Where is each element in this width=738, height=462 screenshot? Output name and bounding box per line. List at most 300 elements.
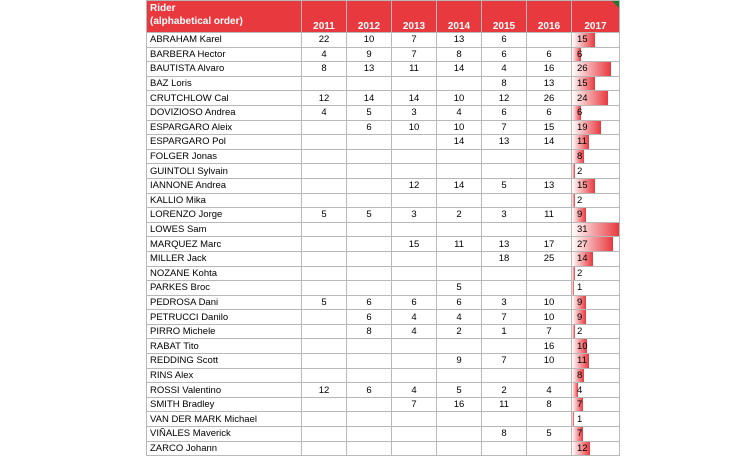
table-row — [147, 222, 620, 237]
year-value-cell[interactable] — [302, 251, 347, 266]
year-value-cell[interactable] — [392, 339, 437, 354]
year-value-cell[interactable]: 7 — [482, 310, 527, 325]
table-row — [147, 120, 620, 135]
rider-name-cell[interactable]: PEDROSA Dani — [147, 295, 302, 310]
year-value-cell[interactable] — [347, 368, 392, 383]
rider-name-cell[interactable]: CRUTCHLOW Cal — [147, 91, 302, 106]
rider-name-cell[interactable]: VAN DER MARK Michael — [147, 412, 302, 427]
rider-name-cell[interactable]: PIRRO Michele — [147, 324, 302, 339]
year-value-cell[interactable] — [482, 339, 527, 354]
table-row — [147, 208, 620, 223]
table-row — [147, 164, 620, 179]
year-value-cell[interactable] — [302, 354, 347, 369]
rider-name-cell[interactable]: ZARCO Johann — [147, 441, 302, 456]
data-bar — [572, 281, 574, 295]
data-bar-value: 2 — [577, 326, 583, 338]
data-bar-cell-2017[interactable] — [572, 208, 620, 223]
year-value-cell[interactable]: 7 — [392, 33, 437, 48]
year-value-cell[interactable] — [302, 222, 347, 237]
year-value-cell[interactable]: 5 — [347, 105, 392, 120]
year-value-cell[interactable] — [527, 441, 572, 456]
year-value-cell[interactable]: 5 — [347, 208, 392, 223]
data-bar-cell-2017[interactable] — [572, 62, 620, 77]
year-value-cell[interactable] — [347, 222, 392, 237]
year-value-cell[interactable] — [302, 149, 347, 164]
data-bar-cell-2017[interactable] — [572, 412, 620, 427]
year-value-cell[interactable] — [347, 178, 392, 193]
rider-name-cell[interactable]: BAZ Loris — [147, 76, 302, 91]
data-bar-value: 10 — [577, 340, 588, 352]
data-bar-value: 1 — [577, 282, 583, 294]
year-value-cell[interactable]: 8 — [482, 76, 527, 91]
year-value-cell[interactable] — [302, 427, 347, 442]
table-row — [147, 135, 620, 150]
year-value-cell[interactable] — [392, 427, 437, 442]
year-value-cell[interactable]: 12 — [302, 383, 347, 398]
year-value-cell[interactable]: 14 — [437, 178, 482, 193]
year-value-cell[interactable] — [437, 441, 482, 456]
table-row — [147, 397, 620, 412]
year-value-cell[interactable] — [392, 193, 437, 208]
year-value-cell[interactable] — [392, 149, 437, 164]
data-bar-value: 31 — [577, 224, 588, 236]
data-bar-cell-2017[interactable] — [572, 164, 620, 179]
rider-name-cell[interactable]: ESPARGARO Aleix — [147, 120, 302, 135]
table-row — [147, 368, 620, 383]
data-bar-cell-2017[interactable] — [572, 135, 620, 150]
table-row — [147, 441, 620, 456]
year-value-cell[interactable] — [482, 222, 527, 237]
year-value-cell[interactable] — [437, 266, 482, 281]
year-value-cell[interactable]: 7 — [482, 354, 527, 369]
year-value-cell[interactable] — [347, 354, 392, 369]
year-value-cell[interactable]: 4 — [302, 105, 347, 120]
year-value-cell[interactable]: 5 — [302, 208, 347, 223]
year-value-cell[interactable] — [302, 164, 347, 179]
rider-name-cell[interactable]: BAUTISTA Alvaro — [147, 62, 302, 77]
year-header-2016[interactable]: 2016 — [527, 1, 572, 33]
data-bar-value: 1 — [577, 413, 583, 425]
table-row — [147, 251, 620, 266]
year-value-cell[interactable]: 5 — [527, 427, 572, 442]
year-value-cell[interactable] — [482, 149, 527, 164]
year-value-cell[interactable] — [347, 135, 392, 150]
rider-name-cell[interactable]: SMITH Bradley — [147, 397, 302, 412]
year-value-cell[interactable]: 4 — [482, 62, 527, 77]
year-value-cell[interactable] — [347, 76, 392, 91]
year-value-cell[interactable]: 14 — [437, 62, 482, 77]
year-value-cell[interactable]: 6 — [482, 105, 527, 120]
year-value-cell[interactable]: 6 — [347, 120, 392, 135]
rider-name-cell[interactable]: RINS Alex — [147, 368, 302, 383]
year-header-2017[interactable] — [572, 1, 620, 33]
data-bar-cell-2017[interactable] — [572, 266, 620, 281]
year-value-cell[interactable] — [482, 281, 527, 296]
table-row — [147, 383, 620, 398]
year-value-cell[interactable]: 10 — [527, 295, 572, 310]
year-value-cell[interactable]: 2 — [437, 208, 482, 223]
year-value-cell[interactable]: 13 — [437, 33, 482, 48]
year-value-cell[interactable]: 11 — [392, 62, 437, 77]
year-value-cell[interactable]: 8 — [302, 62, 347, 77]
table-row — [147, 62, 620, 77]
data-bar-cell-2017[interactable] — [572, 368, 620, 383]
year-value-cell[interactable] — [482, 266, 527, 281]
year-value-cell[interactable] — [392, 135, 437, 150]
year-value-cell[interactable]: 14 — [437, 135, 482, 150]
year-value-cell[interactable] — [302, 310, 347, 325]
year-value-cell[interactable]: 11 — [437, 237, 482, 252]
year-value-cell[interactable] — [347, 281, 392, 296]
table-row — [147, 310, 620, 325]
table-row — [147, 193, 620, 208]
year-value-cell[interactable] — [347, 266, 392, 281]
year-value-cell[interactable]: 25 — [527, 251, 572, 266]
data-bar-cell-2017[interactable] — [572, 310, 620, 325]
year-value-cell[interactable] — [302, 324, 347, 339]
year-value-cell[interactable] — [347, 149, 392, 164]
data-bar-cell-2017[interactable] — [572, 105, 620, 120]
comment-indicator-icon — [612, 1, 619, 8]
rider-name-cell[interactable]: MARQUEZ Marc — [147, 237, 302, 252]
data-bar-cell-2017[interactable] — [572, 295, 620, 310]
data-bar-cell-2017[interactable] — [572, 33, 620, 48]
data-bar-value: 11 — [577, 355, 587, 367]
year-header-2012[interactable]: 2012 — [347, 1, 392, 33]
year-value-cell[interactable] — [347, 251, 392, 266]
data-bar — [572, 412, 574, 426]
year-value-cell[interactable] — [482, 164, 527, 179]
table-row — [147, 149, 620, 164]
year-value-cell[interactable] — [347, 427, 392, 442]
year-value-cell[interactable]: 10 — [347, 33, 392, 48]
data-bar-cell-2017[interactable] — [572, 339, 620, 354]
table-row — [147, 281, 620, 296]
table-row — [147, 33, 620, 48]
year-value-cell[interactable] — [347, 397, 392, 412]
year-value-cell[interactable]: 5 — [302, 295, 347, 310]
year-value-cell[interactable]: 15 — [392, 237, 437, 252]
year-value-cell[interactable] — [527, 164, 572, 179]
year-value-cell[interactable]: 3 — [482, 208, 527, 223]
rider-name-cell[interactable]: BARBERA Hector — [147, 47, 302, 62]
header-row — [147, 1, 620, 33]
data-bar — [572, 267, 575, 281]
year-value-cell[interactable]: 8 — [347, 324, 392, 339]
year-value-cell[interactable]: 13 — [527, 76, 572, 91]
year-value-cell[interactable]: 12 — [392, 178, 437, 193]
data-bar — [572, 325, 575, 339]
table-row — [147, 47, 620, 62]
data-bar-value: 9 — [577, 311, 583, 323]
data-bar-cell-2017[interactable] — [572, 441, 620, 456]
year-value-cell[interactable] — [527, 193, 572, 208]
year-value-cell[interactable]: 12 — [482, 91, 527, 106]
data-bar-value: 27 — [577, 238, 588, 250]
year-value-cell[interactable] — [392, 441, 437, 456]
data-bar-value: 9 — [577, 209, 583, 221]
year-value-cell[interactable] — [302, 135, 347, 150]
table-row — [147, 412, 620, 427]
year-value-cell[interactable] — [392, 412, 437, 427]
year-value-cell[interactable] — [527, 149, 572, 164]
year-value-cell[interactable] — [302, 193, 347, 208]
data-bar-cell-2017[interactable] — [572, 397, 620, 412]
year-value-cell[interactable]: 4 — [302, 47, 347, 62]
data-bar-value: 4 — [577, 384, 583, 396]
data-bar-cell-2017[interactable] — [572, 178, 620, 193]
data-bar-cell-2017[interactable] — [572, 193, 620, 208]
year-value-cell[interactable] — [302, 368, 347, 383]
data-bar-cell-2017[interactable] — [572, 149, 620, 164]
year-value-cell[interactable] — [392, 354, 437, 369]
year-value-cell[interactable]: 16 — [437, 397, 482, 412]
year-value-cell[interactable]: 2 — [482, 383, 527, 398]
rider-name-cell[interactable]: VIÑALES Maverick — [147, 427, 302, 442]
data-bar-value: 15 — [577, 34, 588, 46]
year-value-cell[interactable] — [437, 164, 482, 179]
year-value-cell[interactable] — [347, 193, 392, 208]
year-value-cell[interactable]: 8 — [527, 397, 572, 412]
data-bar-cell-2017[interactable] — [572, 120, 620, 135]
year-value-cell[interactable] — [302, 120, 347, 135]
year-value-cell[interactable]: 9 — [437, 354, 482, 369]
year-value-cell[interactable]: 14 — [527, 135, 572, 150]
year-value-cell[interactable]: 4 — [437, 105, 482, 120]
data-bar-cell-2017[interactable] — [572, 281, 620, 296]
year-value-cell[interactable] — [392, 76, 437, 91]
year-value-cell[interactable]: 11 — [482, 397, 527, 412]
rider-name-cell[interactable]: ESPARGARO Pol — [147, 135, 302, 150]
rider-name-cell[interactable]: MILLER Jack — [147, 251, 302, 266]
year-value-cell[interactable]: 4 — [437, 310, 482, 325]
year-value-cell[interactable] — [347, 164, 392, 179]
year-value-cell[interactable]: 10 — [527, 310, 572, 325]
data-bar-cell-2017[interactable] — [572, 427, 620, 442]
year-value-cell[interactable]: 18 — [482, 251, 527, 266]
year-value-cell[interactable] — [347, 237, 392, 252]
rider-column-header[interactable] — [147, 1, 302, 33]
data-bar-cell-2017[interactable] — [572, 222, 620, 237]
year-value-cell[interactable] — [392, 164, 437, 179]
year-value-cell[interactable]: 6 — [527, 47, 572, 62]
year-value-cell[interactable] — [527, 281, 572, 296]
year-value-cell[interactable]: 6 — [437, 295, 482, 310]
year-value-cell[interactable]: 4 — [527, 383, 572, 398]
year-value-cell[interactable] — [392, 222, 437, 237]
year-value-cell[interactable] — [302, 339, 347, 354]
data-bar-cell-2017[interactable] — [572, 324, 620, 339]
year-value-cell[interactable]: 13 — [527, 178, 572, 193]
rider-name-cell[interactable]: GUINTOLI Sylvain — [147, 164, 302, 179]
year-value-cell[interactable] — [437, 222, 482, 237]
rider-name-cell[interactable]: PARKES Broc — [147, 281, 302, 296]
table-row — [147, 266, 620, 281]
year-value-cell[interactable] — [527, 412, 572, 427]
table-row — [147, 178, 620, 193]
data-bar-value: 7 — [577, 399, 583, 411]
data-bar-cell-2017[interactable] — [572, 354, 620, 369]
data-bar-value: 15 — [577, 180, 588, 192]
year-value-cell[interactable]: 3 — [482, 295, 527, 310]
table-row — [147, 354, 620, 369]
year-value-cell[interactable]: 6 — [392, 295, 437, 310]
year-value-cell[interactable]: 17 — [527, 237, 572, 252]
year-value-cell[interactable] — [482, 441, 527, 456]
year-value-cell[interactable]: 8 — [482, 427, 527, 442]
year-value-cell[interactable]: 10 — [437, 120, 482, 135]
year-header-2014[interactable]: 2014 — [437, 1, 482, 33]
rider-header-subtitle: (alphabetical order) — [150, 16, 243, 27]
data-bar-value: 6 — [577, 107, 583, 119]
year-value-cell[interactable]: 7 — [392, 47, 437, 62]
year-value-cell[interactable]: 6 — [527, 105, 572, 120]
year-value-cell[interactable] — [302, 237, 347, 252]
rider-name-cell[interactable]: LORENZO Jorge — [147, 208, 302, 223]
year-value-cell[interactable] — [437, 339, 482, 354]
year-value-cell[interactable]: 1 — [482, 324, 527, 339]
year-value-cell[interactable]: 10 — [392, 120, 437, 135]
data-bar-value: 2 — [577, 267, 583, 279]
year-value-cell[interactable] — [302, 441, 347, 456]
data-bar-value: 6 — [577, 48, 583, 60]
data-bar-cell-2017[interactable] — [572, 237, 620, 252]
year-value-cell[interactable]: 5 — [482, 178, 527, 193]
data-bar-cell-2017[interactable] — [572, 47, 620, 62]
year-value-cell[interactable] — [527, 368, 572, 383]
year-value-cell[interactable]: 6 — [482, 33, 527, 48]
year-value-cell[interactable] — [392, 281, 437, 296]
data-bar-cell-2017[interactable] — [572, 251, 620, 266]
year-value-cell[interactable]: 13 — [482, 135, 527, 150]
year-value-cell[interactable]: 5 — [437, 281, 482, 296]
rider-name-cell[interactable]: PETRUCCI Danilo — [147, 310, 302, 325]
year-value-cell[interactable]: 15 — [527, 120, 572, 135]
data-bar-value: 9 — [577, 296, 583, 308]
data-bar-cell-2017[interactable] — [572, 383, 620, 398]
year-value-cell[interactable]: 22 — [302, 33, 347, 48]
table-row — [147, 295, 620, 310]
year-value-cell[interactable] — [392, 368, 437, 383]
year-value-cell[interactable] — [437, 149, 482, 164]
year-value-cell[interactable]: 10 — [437, 91, 482, 106]
table-row — [147, 91, 620, 106]
data-bar — [572, 164, 575, 178]
year-value-cell[interactable]: 5 — [437, 383, 482, 398]
rider-name-cell[interactable]: KALLIO Mika — [147, 193, 302, 208]
year-value-cell[interactable]: 3 — [392, 105, 437, 120]
rider-name-cell[interactable]: ROSSI Valentino — [147, 383, 302, 398]
year-value-cell[interactable] — [302, 412, 347, 427]
data-bar-value: 12 — [577, 442, 588, 454]
year-value-cell[interactable]: 7 — [392, 397, 437, 412]
year-value-cell[interactable]: 9 — [347, 47, 392, 62]
year-value-cell[interactable] — [347, 441, 392, 456]
year-value-cell[interactable]: 14 — [392, 91, 437, 106]
data-bar-value: 2 — [577, 194, 583, 206]
year-value-cell[interactable] — [482, 368, 527, 383]
year-value-cell[interactable] — [392, 266, 437, 281]
year-value-cell[interactable] — [527, 266, 572, 281]
year-value-cell[interactable] — [302, 397, 347, 412]
year-value-cell[interactable] — [437, 76, 482, 91]
year-header-2013[interactable]: 2013 — [392, 1, 437, 33]
year-value-cell[interactable]: 4 — [392, 310, 437, 325]
rider-name-cell[interactable]: ABRAHAM Karel — [147, 33, 302, 48]
year-value-cell[interactable] — [437, 193, 482, 208]
year-value-cell[interactable]: 4 — [392, 324, 437, 339]
year-value-cell[interactable] — [302, 266, 347, 281]
data-bar-value: 7 — [577, 428, 583, 440]
data-bar-value: 8 — [577, 151, 583, 163]
year-value-cell[interactable] — [437, 412, 482, 427]
year-value-cell[interactable] — [527, 33, 572, 48]
year-value-cell[interactable]: 10 — [527, 354, 572, 369]
year-value-cell[interactable] — [392, 251, 437, 266]
data-bar — [572, 194, 575, 208]
year-value-cell[interactable]: 2 — [437, 324, 482, 339]
rider-name-cell[interactable]: NOZANE Kohta — [147, 266, 302, 281]
table-row — [147, 105, 620, 120]
year-value-cell[interactable]: 7 — [482, 120, 527, 135]
year-value-cell[interactable] — [437, 427, 482, 442]
year-header-2011[interactable]: 2011 — [302, 1, 347, 33]
year-header-2017-label: 2017 — [584, 21, 607, 32]
data-bar-cell-2017[interactable] — [572, 91, 620, 106]
year-value-cell[interactable]: 16 — [527, 62, 572, 77]
table-row — [147, 339, 620, 354]
year-header-2015[interactable]: 2015 — [482, 1, 527, 33]
year-value-cell[interactable] — [482, 193, 527, 208]
year-value-cell[interactable]: 7 — [527, 324, 572, 339]
year-value-cell[interactable] — [482, 412, 527, 427]
table-row — [147, 427, 620, 442]
year-value-cell[interactable] — [347, 412, 392, 427]
rider-name-cell[interactable]: LOWES Sam — [147, 222, 302, 237]
year-value-cell[interactable] — [437, 251, 482, 266]
year-value-cell[interactable]: 6 — [347, 295, 392, 310]
year-value-cell[interactable]: 13 — [482, 237, 527, 252]
year-value-cell[interactable]: 3 — [392, 208, 437, 223]
year-value-cell[interactable]: 6 — [347, 383, 392, 398]
rider-name-cell[interactable]: IANNONE Andrea — [147, 178, 302, 193]
data-bar-cell-2017[interactable] — [572, 76, 620, 91]
year-value-cell[interactable] — [302, 76, 347, 91]
year-value-cell[interactable] — [527, 222, 572, 237]
year-value-cell[interactable]: 6 — [347, 310, 392, 325]
year-value-cell[interactable] — [302, 281, 347, 296]
data-bar-value: 14 — [577, 253, 588, 265]
data-bar-value: 2 — [577, 165, 583, 177]
rider-ranking-table — [146, 0, 620, 456]
rider-name-cell[interactable]: REDDING Scott — [147, 354, 302, 369]
year-value-cell[interactable]: 6 — [482, 47, 527, 62]
year-value-cell[interactable]: 12 — [302, 91, 347, 106]
year-value-cell[interactable] — [302, 178, 347, 193]
year-value-cell[interactable]: 14 — [347, 91, 392, 106]
year-value-cell[interactable] — [437, 368, 482, 383]
year-value-cell[interactable] — [347, 339, 392, 354]
rider-name-cell[interactable]: FOLGER Jonas — [147, 149, 302, 164]
year-value-cell[interactable]: 13 — [347, 62, 392, 77]
year-value-cell[interactable]: 8 — [437, 47, 482, 62]
year-value-cell[interactable]: 26 — [527, 91, 572, 106]
year-value-cell[interactable]: 4 — [392, 383, 437, 398]
rider-name-cell[interactable]: DOVIZIOSO Andrea — [147, 105, 302, 120]
rider-name-cell[interactable]: RABAT Tito — [147, 339, 302, 354]
year-value-cell[interactable]: 11 — [527, 208, 572, 223]
year-value-cell[interactable]: 16 — [527, 339, 572, 354]
